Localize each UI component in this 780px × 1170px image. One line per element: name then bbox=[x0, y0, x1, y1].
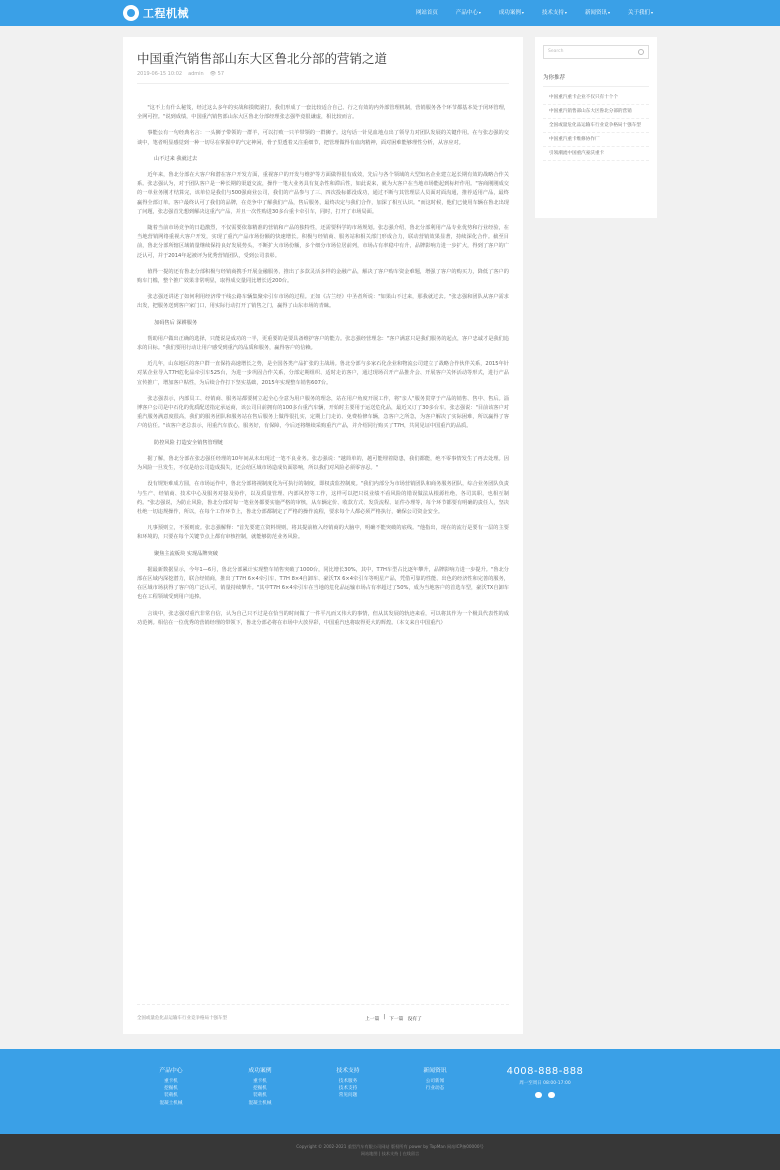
article-paragraph: 值得一提的还有鲁北分部积极与经销商携手开展金融服务，推出了多款灵活多样的金融产品，解决了客户购车资金难题，增强了客户的购买力，降低了客户的购车门槛，整个推广效果非常明显，取得成交量同比增长近200台。 bbox=[137, 268, 509, 285]
nav-item-label: 新闻资讯 bbox=[584, 10, 607, 16]
footer-column-title: 新闻资讯 bbox=[423, 1068, 447, 1074]
article-paragraph: 随着当前市场竞争的日趋激烈，不仅需要依靠精准的营销和产品的独特性，还需要科学的市场规划。张志强介绍，鲁北分部利用产品专业优势和行业经验，在当地营销网络重视大客户开发，实现了重汽产品市场份额的快速增长。积极与经销商、服务站和相关部门形成合力，联动营销效果显著，持续深化合作。截至目前，鲁北分部所辖区域销量继续保持良好发展势头，不断扩大市场份额，多个细分市场位居前列，市场占有率稳中有升，品牌影响力进一步扩大，得到了客户的广泛认可，并于2014年起被评为优秀营销团队，受到公司表彰。 bbox=[137, 225, 509, 259]
copyright-text: Copyright © 2002-2021 重型汽车有限公司网站 版权所有 power by TopMan 网站ICP备00000号 bbox=[296, 1144, 484, 1149]
footer-link[interactable]: 混凝土机械 bbox=[248, 1100, 272, 1106]
main-nav bbox=[407, 0, 662, 26]
recommend-item[interactable]: 全国或量危化品运输车行业竞争格局十强车型 bbox=[543, 119, 649, 133]
article-author: admin bbox=[188, 71, 204, 77]
article-card bbox=[123, 37, 523, 1034]
footer-column-title: 产品中心 bbox=[159, 1068, 183, 1074]
search-icon[interactable] bbox=[638, 49, 644, 55]
article-paragraph: "这不上有什么秘笈，经过这么多年的实战和摸爬滚打，我们形成了一套比较适合自己、行之有效的内外部管理机制，营销服务各个环节都基本处于闭环管理，全网可控。"说到成绩，中国重汽销售部山东大区鲁北分部经理张志强毕竟很谦虚，相比较而言。 bbox=[137, 105, 509, 121]
article-body bbox=[137, 104, 509, 628]
sidebar bbox=[535, 37, 657, 218]
recommend-divider bbox=[543, 86, 649, 87]
article-paragraph: 帮助用户做出正确的选择，只能说是成功的一半，更重要的是要具备维护客户的能力。张志强经营理念："客户满意只是我们服务的起点，客户忠诚才是我们追求的目标。"我们要用行动让用户感受到重汽的品质和服务，赢得客户的信赖。 bbox=[137, 335, 509, 352]
footer-contact bbox=[505, 1066, 585, 1098]
nav-item-label: 成功案例 bbox=[498, 10, 521, 16]
chevron-down-icon: ▾ bbox=[521, 10, 524, 15]
footer-link[interactable]: 重卡机 bbox=[253, 1079, 267, 1084]
article-title: 中国重汽销售部山东大区鲁北分部的营销之道 bbox=[137, 51, 388, 66]
section-heading: 防控风险 打造安全销售管理链 bbox=[154, 439, 224, 446]
footer-column-title: 成功案例 bbox=[248, 1068, 272, 1074]
nav-item-2[interactable] bbox=[490, 0, 533, 26]
section-heading: 聚焦主流板块 实现品牌突破 bbox=[154, 550, 218, 557]
article-paragraph: 近几年，山东地区的客户群一直保持高速增长之势，是全国各类产品扩张的主战场。鲁北分部与多家石化企业和物流公司建立了战略合作伙伴关系，2015年针对某企业导入T7H危化品牵引车525台，为进一步巩固合作关系，分部定期组织、适时走访客户，通过现场召开产品推介会、开展客户关怀活动等形式，进行产品宣传推广，增加客户粘性，为后续合作打下坚实基础，2015年实现整车销售607台。 bbox=[137, 361, 509, 386]
recommend-item[interactable]: 中国重汽重卡维修协作厂 bbox=[543, 133, 649, 147]
footer-link[interactable]: 重卡机 bbox=[164, 1079, 178, 1084]
search-placeholder: Search bbox=[548, 49, 564, 54]
footer-link[interactable]: 混凝土机械 bbox=[159, 1100, 183, 1106]
next-article-title: 没有了 bbox=[407, 1017, 422, 1022]
wechat-icon[interactable] bbox=[535, 1092, 542, 1098]
article-paragraph: 张志强表示，内部员工、经销商、服务站都要树立起全心全意为用户服务的理念，站在用户角度开展工作，将"亲人"服务贯穿于产品的销售、售中、售后。淄博客户公司是中石化的优质配送指定承运商，该公司目前拥有的100多台重汽车辆，开始时主要用于运送危化品，最近又订了30多台车。张志强说："目前该客户对重汽服务满意度很高，我们的服务团队和服务站在售后服务上做得很扎实，定期上门走访、免费检修车辆，急客户之所急，为客户解决了实际困难，所以赢得了客户的信任。"该客户老总表示，用重汽车放心，服务好，有保障，今后还将继续采购重汽产品，并介绍同行购买了T7H，共同见证中国重汽的品质。 bbox=[137, 395, 509, 430]
nav-item-label: 网站首页 bbox=[415, 10, 438, 16]
nav-item-4[interactable] bbox=[576, 0, 619, 26]
recommend-item[interactable]: 引领潮流中国重汽豪沃重卡 bbox=[543, 147, 649, 161]
nav-item-label: 技术支持 bbox=[541, 10, 564, 16]
recommend-item[interactable]: 中国重汽销售部山东大区鲁北分部的营销 bbox=[543, 105, 649, 119]
pager bbox=[365, 1015, 422, 1022]
chevron-down-icon: ▾ bbox=[478, 10, 481, 15]
footer-column bbox=[230, 1065, 290, 1107]
footer-column bbox=[318, 1065, 378, 1100]
chevron-down-icon: ▾ bbox=[650, 10, 653, 15]
article-paragraph: 事能公有一句经典名言：一头狮子带领的一群羊，可以打败一只羊带领的一群狮子。这句话一针见血地点出了领导力对团队发展的关键作用。在与张志强的交谈中，笔者明显感觉到一种一切尽在掌握中的气定神闲，骨子里透着又注重细节，把管理做得有血肉精神，面对困难能够理性分析，从容应对。 bbox=[137, 130, 509, 146]
footer bbox=[0, 1049, 780, 1134]
footer-link[interactable]: 常见问题 bbox=[338, 1093, 358, 1099]
nav-item-0[interactable] bbox=[407, 0, 447, 26]
prev-article-link[interactable]: 上一篇 bbox=[365, 1017, 380, 1022]
section-heading: 山不过来 我就过去 bbox=[154, 155, 198, 162]
article-paragraph: 凡事预则立，不预则废。张志强解释："首先要建立资料规则，将其提前植入经销商的大脑中，明确不能突破的底线。"他指出，现在的流行是要有一层的主要和环境的，只要在每个关键节点上都有审核控制，就能够防范业务风险。 bbox=[137, 525, 509, 541]
logo-text: 工程机械 bbox=[143, 7, 189, 20]
footer-link[interactable]: 行业动态 bbox=[425, 1086, 445, 1092]
article-paragraph: 据最新数据显示，今年1—6月，鲁北分部累计实现整车销售突破了1000台，同比增长30%，其中，T7H车型占比逐年攀升，品牌影响力进一步提升。"鲁北分部在区域内深挖潜力，联合经销商，推出了T7H 6×4牵引车、T7H 8×4自卸车、豪沃TX 6×4牵引车等明星产品，凭借可靠的性能、出色的经济性和完善的服务，在区域市场获得了客户的广泛认可，销量持续攀升。"其中T7H 6×4牵引车在当地的危化品运输市场占有率超过了50%，成为当地客户的首选车型，豪沃TX自卸车也在工程领域受到用户追捧。 bbox=[137, 566, 509, 601]
footer-link[interactable]: 装载机 bbox=[164, 1093, 178, 1099]
nav-item-label: 产品中心 bbox=[455, 10, 478, 16]
footer-social bbox=[505, 1092, 585, 1098]
footer-phone: 4008-888-888 bbox=[506, 1066, 584, 1077]
article-paragraph: 张志强还讲述了如何利用经济带干线公路车辆集聚牵引车市场的过程。正如《古兰经》中圣者所说："如果山不过来，那我就过去。"张志强和团队从客户需求出发，把服务送到客户家门口，用实际行动打开了销售之门，赢得了山东市场的青睐。 bbox=[137, 294, 509, 310]
logo-icon bbox=[123, 5, 139, 21]
article-paragraph: 据了解，鲁北分部在张志强任经理的10年间从未出现过一笔不良业务。张志强说："越简单的，越可能埋着隐患，我们都能，绝不零事情发生了再去处理。因为风险一旦发生，不仅是给公司造成损失，还会给区域市场造成负面影响，所以我们对风险必须零容忍。" bbox=[137, 455, 509, 472]
footer-column bbox=[141, 1065, 201, 1107]
title-divider bbox=[137, 83, 509, 84]
nav-item-1[interactable] bbox=[447, 0, 490, 26]
article-footer bbox=[137, 1004, 509, 1022]
search-input[interactable] bbox=[543, 45, 649, 59]
nav-item-5[interactable] bbox=[619, 0, 662, 26]
chevron-down-icon: ▾ bbox=[564, 10, 567, 15]
phone-icon[interactable] bbox=[548, 1092, 555, 1098]
section-heading: 加码售后 深耕服务 bbox=[154, 319, 198, 326]
footer-link[interactable]: 公司新闻 bbox=[425, 1079, 445, 1084]
article-paragraph: 没有规矩难成方圆，在市场运作中，鲁北分部将视制度化为可执行的制度，即权责监控制度。"我们内部分为市场营销团队和商务服务团队，综合业务团队负责与生产、经销商、技术中心及服务对接及协作，以及质量管理、内部风控等工作，这样可以把只说业绩不看风险的错误做法从根源杜绝，各司其职，也相互制约。"张志强说，为防止风险，鲁北分部对每一笔业务都要实施严格的审核，从车辆定价、收款方式、发货流程、证件办理等，每个环节都要有明确的责任人，坚决杜绝一切违规操作，所以，在每个工作环节上，鲁北分部都制定了严格的操作流程，要求每个人都必须严格执行，确保公司资金安全。 bbox=[137, 481, 509, 515]
nav-item-3[interactable] bbox=[533, 0, 576, 26]
site-logo[interactable] bbox=[123, 4, 189, 22]
nav-item-label: 关于我们 bbox=[627, 10, 650, 16]
pager-separator: | bbox=[383, 1015, 386, 1020]
recommend-list bbox=[543, 91, 649, 161]
footer-links[interactable]: 网站地图 | 技术支持 | 在线留言 bbox=[360, 1151, 420, 1156]
chevron-down-icon: ▾ bbox=[607, 10, 610, 15]
footer-column bbox=[405, 1065, 465, 1092]
copyright-bar bbox=[0, 1134, 780, 1170]
related-article-link[interactable]: 全国或量危化品运输车行业竞争格局十强车型 bbox=[137, 1016, 227, 1021]
footer-column-title: 技术支持 bbox=[336, 1068, 360, 1074]
footer-link[interactable]: 技术服务 bbox=[338, 1079, 358, 1084]
recommend-item[interactable]: 中国重汽重卡企业不仅只有十个个 bbox=[543, 91, 649, 105]
footer-hours: 周一至周日 08:00-17:00 bbox=[519, 1081, 571, 1086]
footer-link[interactable]: 挖掘机 bbox=[253, 1086, 267, 1092]
views-count: 👁 57 bbox=[209, 71, 225, 77]
article-paragraph: 近年来，鲁北分部在大客户和潜在客户开发方面，重视客户的开发与维护等方面做得很有成效，先后与各个领域的大型知名企业建立起长期有效的战略合作关系。张志强认为，对于团队客户是一种长期的渠道交流，操作一笔大业务具有复杂性和滞后性，如此说来，就为大客户在当地市场能起到标杆作用。"客商刚刚成交的一单业务刚才结算完，该单位是我们与500强商业公司，我们的产品参与了三、四次投标都没成功，通过不断与其管理层人员面对面沟通，推荐适用产品，最终赢得全部订单。客户最终认可了我们的品牌，在竞争中了解我们产品，售后服务，最终决定与我们合作，加深了相互认识。"而这时候，他们已使用车辆在鲁北出现了问题，张志强首先想到解决这重汽产品，并且一次性购进30多台重卡牵引车，同时，打开了市场局面。 bbox=[137, 172, 509, 215]
recommend-title: 为你推荐 bbox=[543, 75, 566, 81]
next-article-link[interactable]: 下一篇 bbox=[389, 1017, 404, 1022]
footer-link[interactable]: 挖掘机 bbox=[164, 1086, 178, 1092]
views-count-value: 57 bbox=[217, 71, 225, 77]
article-date: 2019-06-15 10:02 bbox=[137, 71, 183, 77]
top-navigation-bar bbox=[0, 0, 780, 26]
footer-link[interactable]: 技术支持 bbox=[338, 1086, 358, 1092]
footer-link[interactable]: 装载机 bbox=[253, 1093, 267, 1099]
article-meta bbox=[137, 71, 509, 77]
article-paragraph: 言谈中，张志强对重汽非常自信，认为自己只不过是在恰当的时间做了一件平凡而又伟大的事情，但从其发展的轨迹来看，可以将其作为一个极具代表性的成功范例。相信在一位优秀的营销经理的带领下，鲁北分部必将在市场中大放异彩，中国重汽也将取得更大的辉煌。（本文来自中国重汽） bbox=[137, 610, 509, 626]
